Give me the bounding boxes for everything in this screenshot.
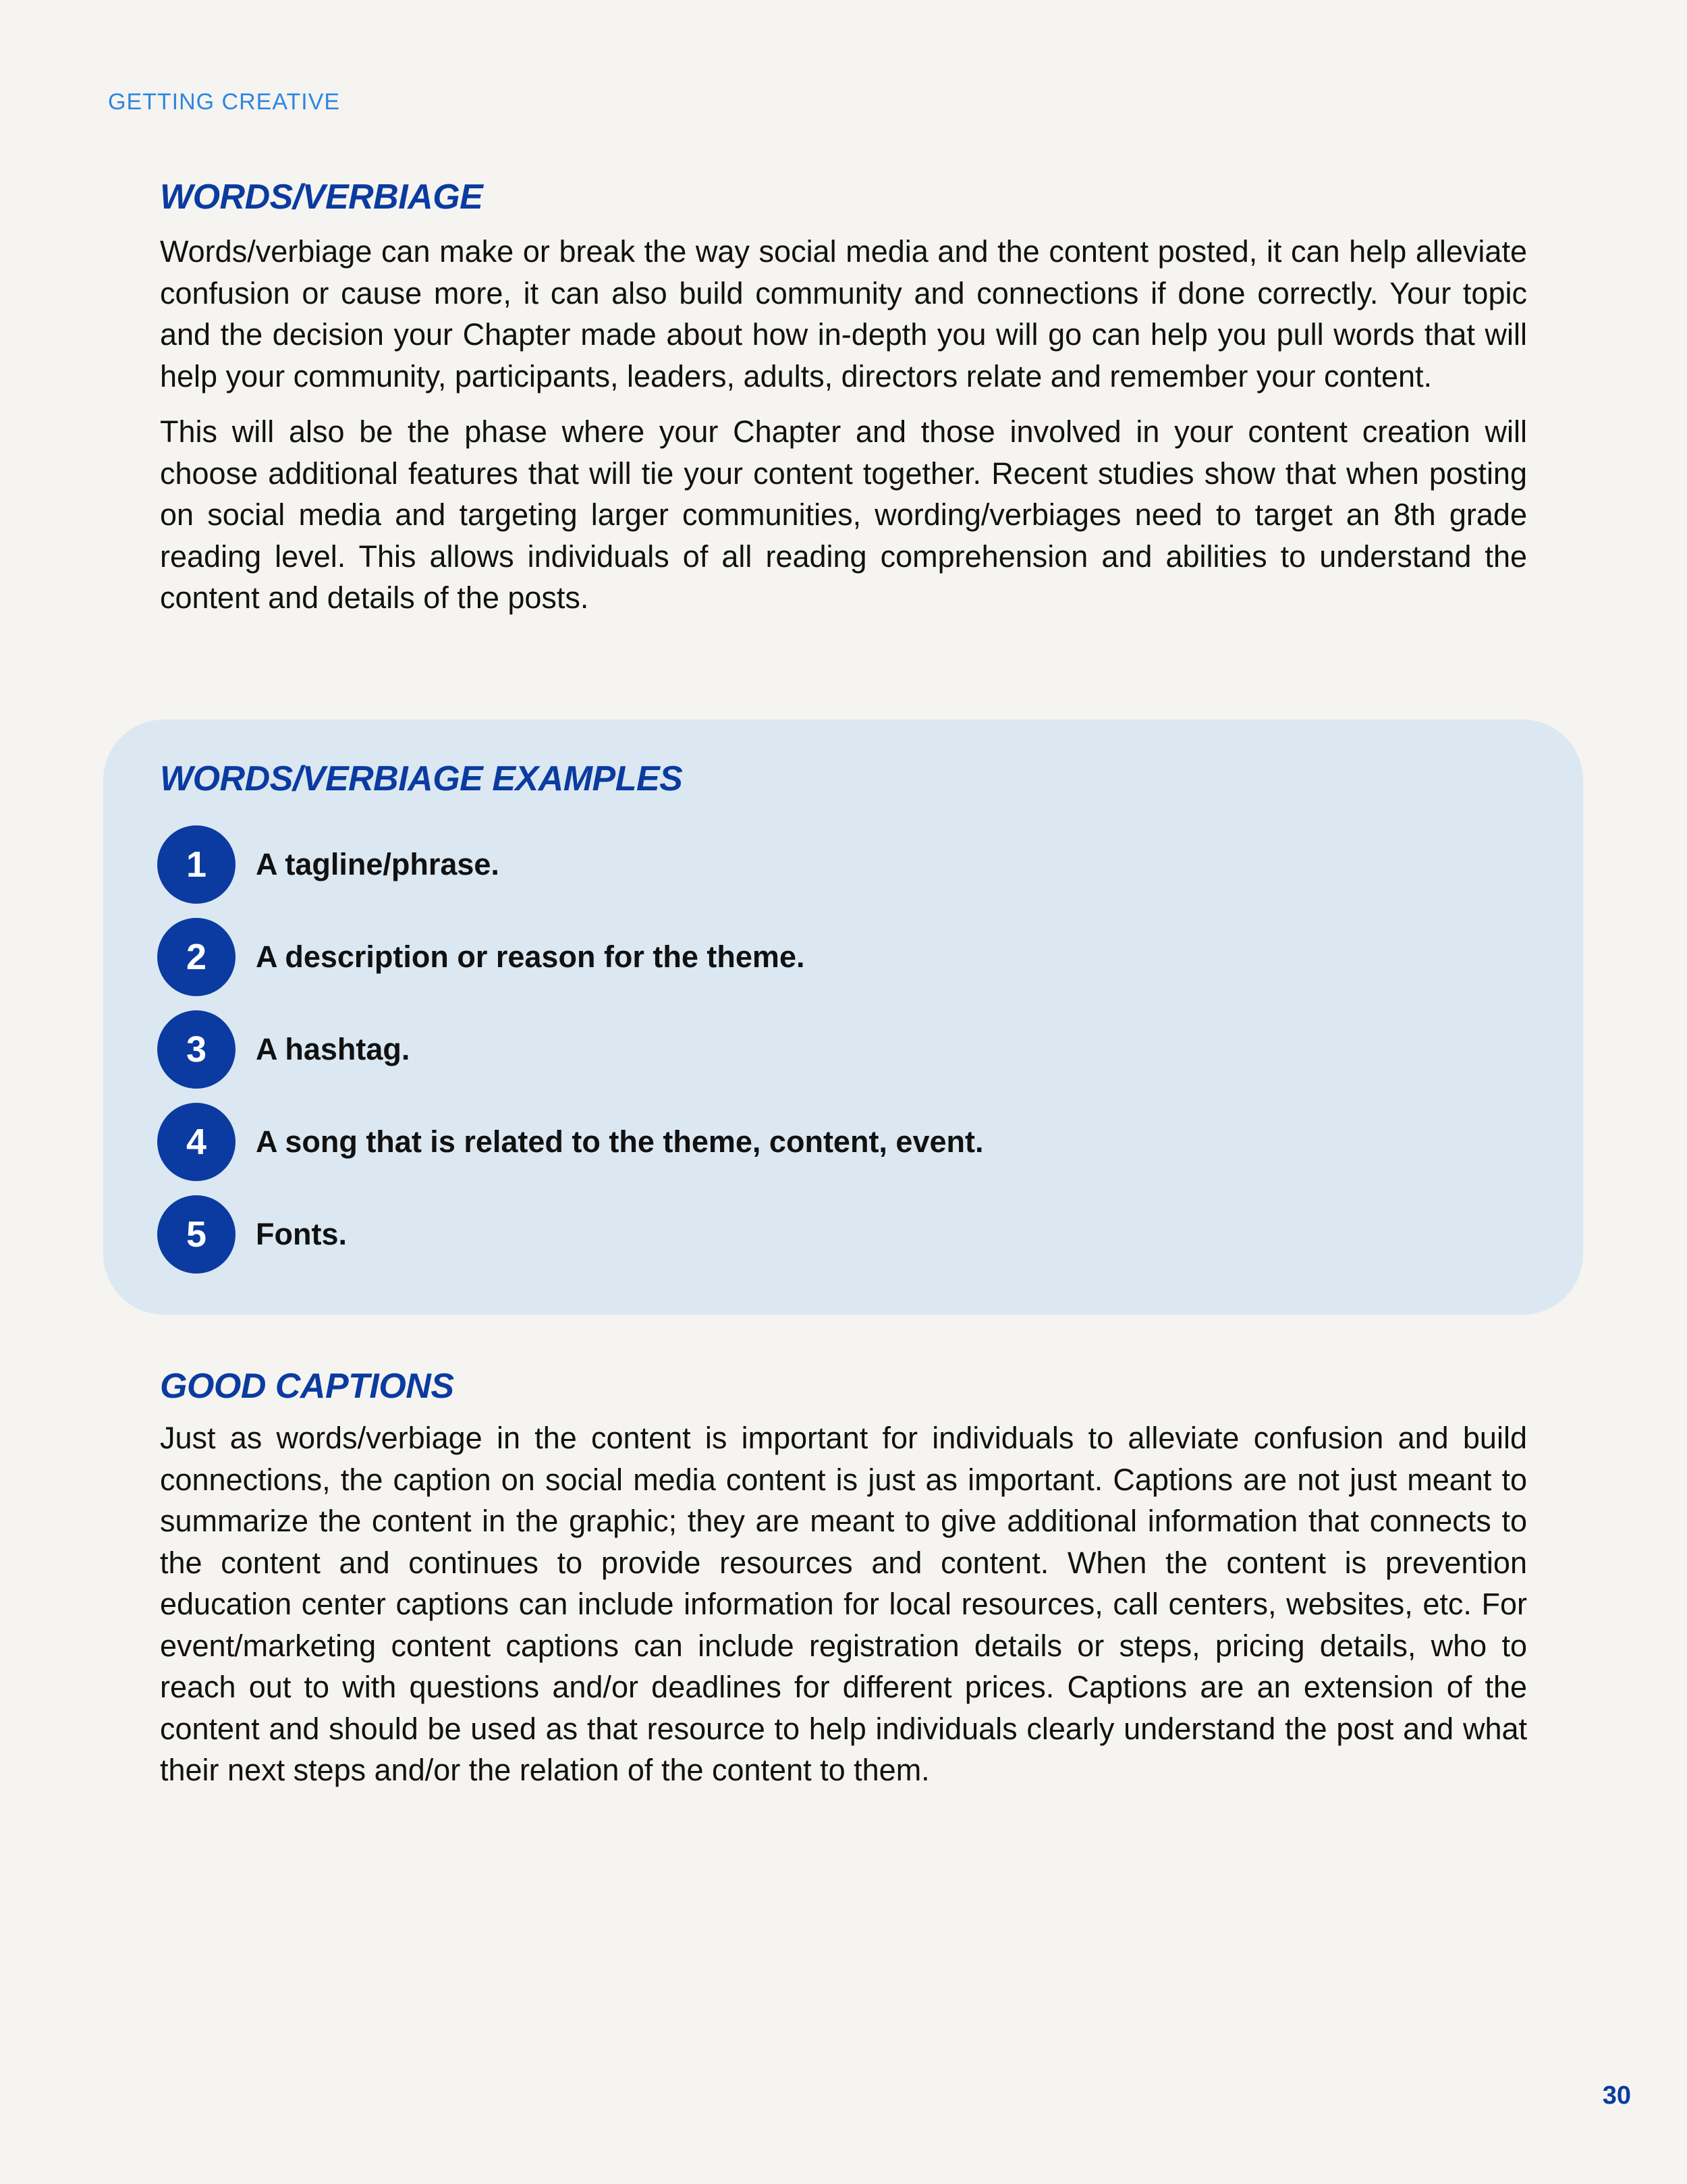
page-number: 30 — [1602, 2081, 1631, 2110]
number-badge-3: 3 — [157, 1010, 236, 1089]
example-text-4: A song that is related to the theme, content, event. — [256, 1124, 984, 1159]
good-captions-heading: GOOD CAPTIONS — [160, 1367, 454, 1406]
examples-heading: WORDS/VERBIAGE EXAMPLES — [160, 759, 683, 798]
example-text-3: A hashtag. — [256, 1032, 410, 1066]
example-item-4 — [157, 1103, 983, 1181]
words-verbiage-heading: WORDS/VERBIAGE — [160, 178, 483, 217]
example-text-2: A description or reason for the theme. — [256, 939, 805, 974]
words-verbiage-paragraph-1: Words/verbiage can make or break the way social media and the content posted, it can help alleviate confusion or cause more, it can also build community and connections if done correctly. Your topic and the decision your Chapter made about how in-depth you will go can help you pull words that will help your community, participants, leaders, adults, directors relate and remember your content. — [160, 234, 1527, 393]
number-badge-4: 4 — [157, 1103, 236, 1181]
good-captions-section — [160, 1366, 1527, 1791]
section-label: GETTING CREATIVE — [108, 89, 341, 115]
good-captions-paragraph: Just as words/verbiage in the content is important for individuals to alleviate confusion and build connections, the caption on social media content is just as important. Captions are not just meant to summarize the content in the graphic; they are meant to give additional information that connects to the content and continues to provide resources and content. When the content is prevention education center captions can include information for local resources, call centers, websites, etc. For event/marketing content captions can include registration details or steps, pricing details, who to reach out to with questions and/or deadlines for different prices. Captions are an extension of the content and should be used as that resource to help individuals clearly understand the post and what their next steps and/or the relation of the content to them. — [160, 1421, 1527, 1787]
number-badge-2: 2 — [157, 918, 236, 996]
examples-list — [157, 825, 983, 1288]
number-badge-5: 5 — [157, 1195, 236, 1274]
number-badge-1: 1 — [157, 825, 236, 904]
words-verbiage-paragraph-2: This will also be the phase where your Chapter and those involved in your content creation will choose additional features that will tie your content together. Recent studies show that when posting on social media and targeting larger communities, wording/verbiages need to target an 8th grade reading level. This allows individuals of all reading comprehension and abilities to understand the content and details of the posts. — [160, 414, 1527, 615]
example-text-1: A tagline/phrase. — [256, 847, 499, 881]
example-text-5: Fonts. — [256, 1217, 347, 1251]
example-item-2 — [157, 918, 983, 996]
example-item-5 — [157, 1195, 983, 1274]
example-item-1 — [157, 825, 983, 904]
words-verbiage-section — [160, 177, 1527, 619]
example-item-3 — [157, 1010, 983, 1089]
examples-callout-box — [103, 719, 1583, 1315]
